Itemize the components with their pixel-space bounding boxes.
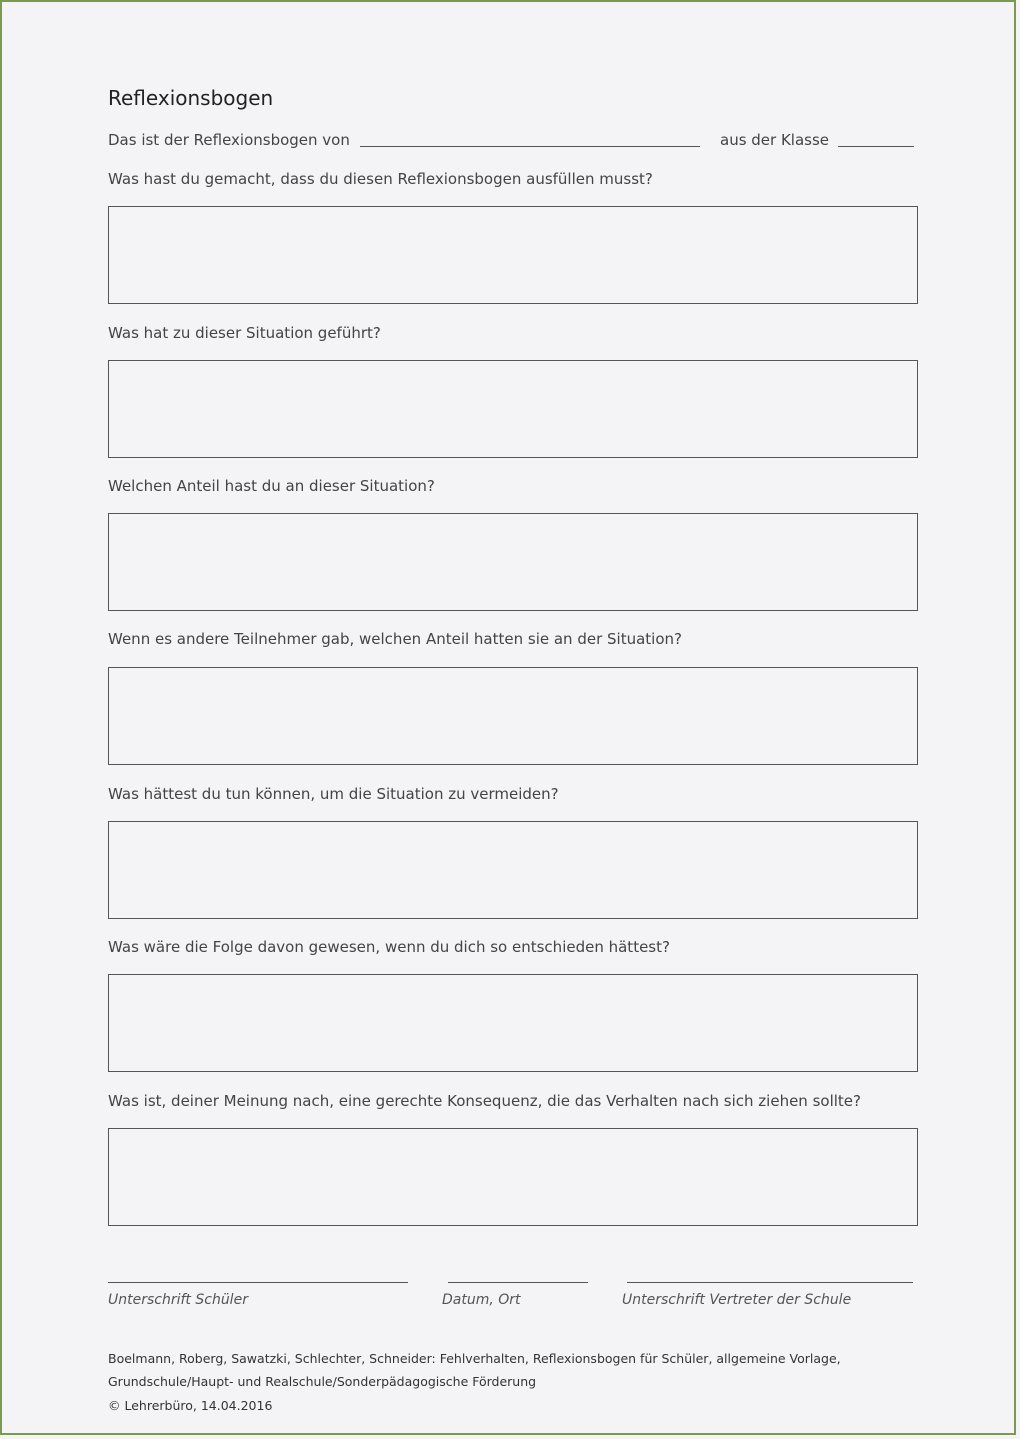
question-5: Was hättest du tun können, um die Situation zu vermeiden? [108,785,559,803]
class-blank-line[interactable] [838,146,914,147]
answer-box-5[interactable] [108,821,918,919]
answer-box-4[interactable] [108,667,918,765]
page-title: Reflexionsbogen [108,86,274,110]
name-blank-line[interactable] [360,146,700,147]
student-signature-label: Unterschrift Schüler [108,1292,248,1308]
question-2: Was hat zu dieser Situation geführt? [108,324,381,342]
class-label: aus der Klasse [720,131,830,149]
question-7: Was ist, deiner Meinung nach, eine gerechte Konsequenz, die das Verhalten nach sich ziehen sollte? [108,1092,861,1110]
date-place-line[interactable] [448,1282,588,1283]
question-4: Wenn es andere Teilnehmer gab, welchen Anteil hatten sie an der Situation? [108,630,682,648]
school-rep-signature-line[interactable] [627,1282,913,1283]
footer-citation-line-2: Grundschule/Haupt- und Realschule/Sonderpädagogische Förderung [108,1374,537,1389]
question-3: Welchen Anteil hast du an dieser Situation? [108,477,435,495]
answer-box-2[interactable] [108,360,918,458]
intro-prefix: Das ist der Reflexionsbogen von [108,131,350,149]
answer-box-6[interactable] [108,974,918,1072]
answer-box-7[interactable] [108,1128,918,1226]
footer-citation-line-1: Boelmann, Roberg, Sawatzki, Schlechter, Schneider: Fehlverhalten, Reflexionsbogen für Schüler, allgemeine Vorlage, [108,1351,841,1366]
school-rep-signature-label: Unterschrift Vertreter der Schule [622,1292,852,1308]
intro-line [108,131,918,153]
answer-box-3[interactable] [108,513,918,611]
date-place-label: Datum, Ort [442,1292,521,1308]
footer-copyright: © Lehrerbüro, 14.04.2016 [108,1398,273,1413]
answer-box-1[interactable] [108,206,918,304]
question-1: Was hast du gemacht, dass du diesen Reflexionsbogen ausfüllen musst? [108,170,653,188]
question-6: Was wäre die Folge davon gewesen, wenn du dich so entschieden hättest? [108,938,670,956]
student-signature-line[interactable] [108,1282,408,1283]
